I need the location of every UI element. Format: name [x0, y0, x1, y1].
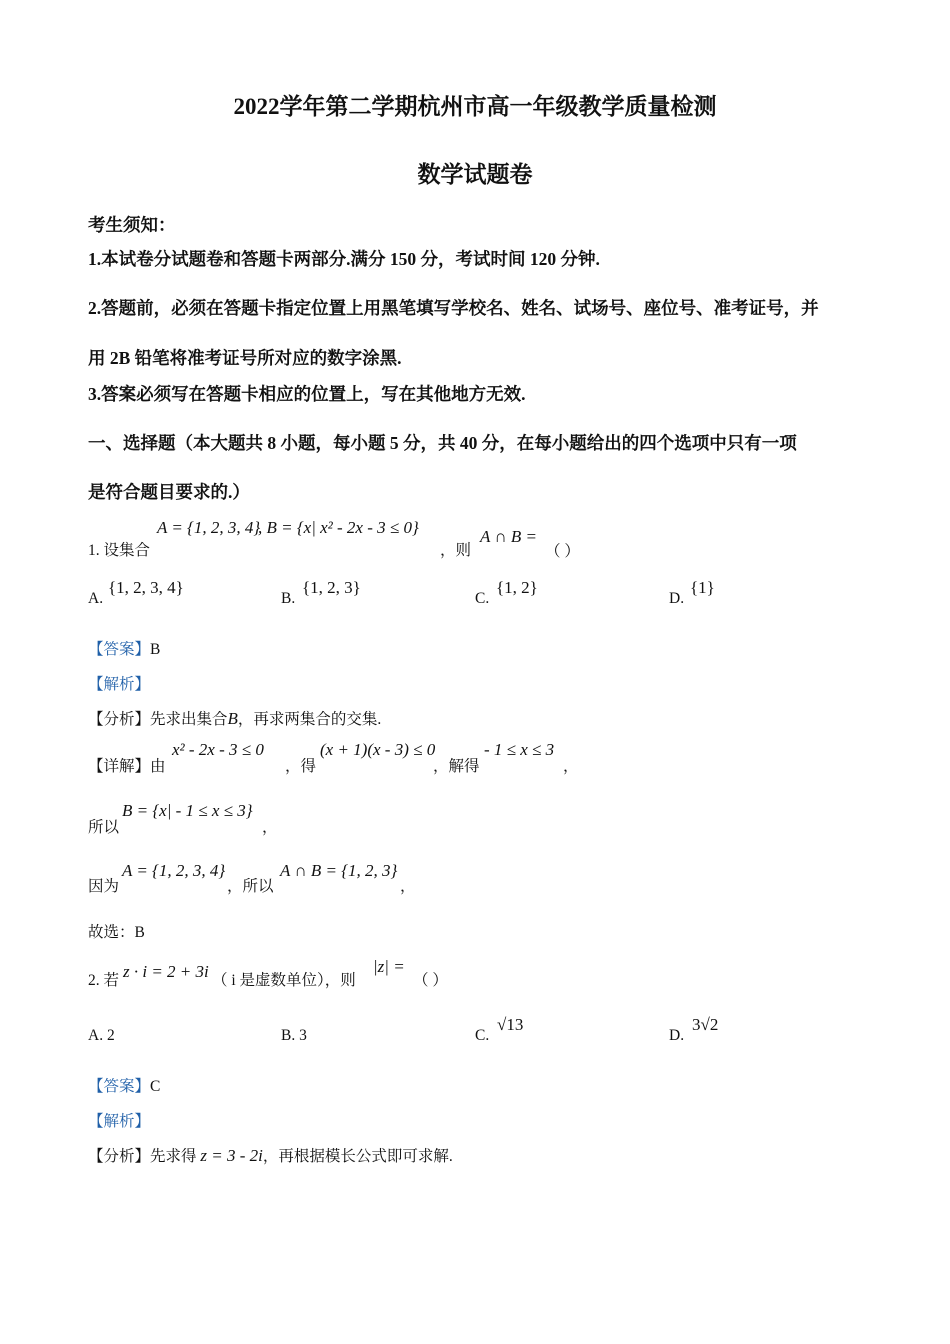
q2-modulus: |z| =: [373, 957, 405, 976]
q1-detail-text-3: ，解得: [433, 758, 480, 775]
q2-option-b-letter: B.: [281, 1027, 296, 1044]
q1-answer-value: B: [150, 641, 161, 658]
q1-conclusion: 故选：B: [88, 924, 145, 941]
q2-fenxi-end: ，再根据模长公式即可求解.: [262, 1148, 453, 1165]
q1-because-mid: ，所以: [227, 878, 274, 895]
q2-option-d-value: 3√2: [692, 1015, 719, 1034]
section-heading-a: 一、选择题（本大题共 8 小题，每小题 5 分，共 40 分，在每小题给出的四个选项中只有一项: [88, 433, 797, 453]
q1-intersection: A ∩ B =: [480, 527, 537, 546]
page-title: 2022学年第二学期杭州市高一年级教学质量检测: [233, 94, 717, 119]
q2-option-d-letter: D.: [669, 1027, 685, 1044]
q1-option-b-letter: B.: [281, 590, 296, 607]
q1-because-math-2: A ∩ B = {1, 2, 3}: [280, 861, 398, 880]
q2-stem-prefix: 2. 若: [88, 972, 120, 989]
q1-fenxi-var: B: [227, 709, 238, 728]
notice-heading: 考生须知：: [88, 215, 176, 235]
q2-stem-suffix: （ ）: [413, 972, 448, 989]
q1-because-text: 因为: [88, 878, 120, 895]
q1-analysis-tag: 【解析】: [88, 676, 151, 693]
q1-option-a-value: {1, 2, 3, 4}: [108, 578, 184, 597]
q1-stem-prefix: 1. 设集合: [88, 542, 151, 559]
q1-option-b-value: {1, 2, 3}: [302, 578, 361, 597]
notice-item-3: 3.答案必须写在答题卡相应的位置上，写在其他地方无效.: [88, 384, 526, 404]
q1-option-d-value: {1}: [690, 578, 715, 597]
q1-detail-math-2: (x + 1)(x - 3) ≤ 0: [320, 740, 436, 759]
q1-stem-mid: ，则: [440, 542, 472, 559]
q2-option-c-letter: C.: [475, 1027, 490, 1044]
q2-fenxi-tag: 【分析】: [88, 1148, 151, 1165]
q1-fenxi-text: 先求出集合: [150, 711, 228, 728]
q2-option-b-value: 3: [299, 1027, 307, 1044]
q1-option-c-value: {1, 2}: [496, 578, 538, 597]
q1-set-a: A = {1, 2, 3, 4}: [157, 518, 261, 537]
q1-detail-text-4: ，: [563, 758, 579, 775]
section-heading-b: 是符合题目要求的.）: [88, 482, 250, 502]
notice-item-2a: 2.答题前，必须在答题卡指定位置上用黑笔填写学校名、姓名、试场号、座位号、准考证号，并: [88, 298, 819, 318]
q1-set-b: , B = {x| x² - 2x - 3 ≤ 0}: [258, 518, 419, 537]
q1-detail-math-3: - 1 ≤ x ≤ 3: [484, 740, 555, 759]
q2-option-a-value: 2: [106, 1027, 115, 1044]
q1-option-c-letter: C.: [475, 590, 490, 607]
q1-option-d-letter: D.: [669, 590, 685, 607]
q2-answer-tag: 【答案】: [88, 1078, 151, 1095]
q1-option-a-letter: A.: [88, 590, 104, 607]
q1-detail-math-1: x² - 2x - 3 ≤ 0: [172, 740, 264, 759]
q1-fenxi-end: ，再求两集合的交集.: [237, 711, 382, 728]
q1-so-text: 所以: [88, 819, 120, 836]
page-subtitle: 数学试题卷: [417, 162, 533, 187]
q2-answer-value: C: [150, 1078, 161, 1095]
q1-so-math: B = {x| - 1 ≤ x ≤ 3}: [122, 801, 253, 820]
q1-answer-tag: 【答案】: [88, 641, 151, 658]
q1-because-end: ，: [400, 878, 416, 895]
q1-detail-text-1: 由: [150, 758, 166, 775]
q1-fenxi-tag: 【分析】: [88, 711, 151, 728]
q2-option-a-letter: A.: [88, 1027, 104, 1044]
q2-fenxi-math: z = 3 - 2i: [200, 1146, 263, 1165]
q2-equation: z · i = 2 + 3i: [123, 962, 209, 981]
notice-item-1: 1.本试卷分试题卷和答题卡两部分.满分 150 分，考试时间 120 分钟.: [88, 249, 600, 269]
q2-note: （ i 是虚数单位），则: [212, 972, 356, 989]
q2-option-c-value: √13: [497, 1015, 524, 1034]
q1-because-math: A = {1, 2, 3, 4}: [122, 861, 226, 880]
q1-detail-tag-text: 【详解】: [88, 758, 151, 775]
q2-analysis-tag: 【解析】: [88, 1113, 151, 1130]
notice-item-2b: 用 2B 铅笔将准考证号所对应的数字涂黑.: [88, 348, 402, 368]
q1-detail-text-2: ，得: [285, 758, 317, 775]
q2-fenxi-text: 先求得: [150, 1148, 197, 1165]
q1-stem-suffix: （ ）: [545, 543, 580, 560]
q1-detail-tag: [88, 754, 166, 776]
q1-so-end: ，: [262, 819, 278, 836]
